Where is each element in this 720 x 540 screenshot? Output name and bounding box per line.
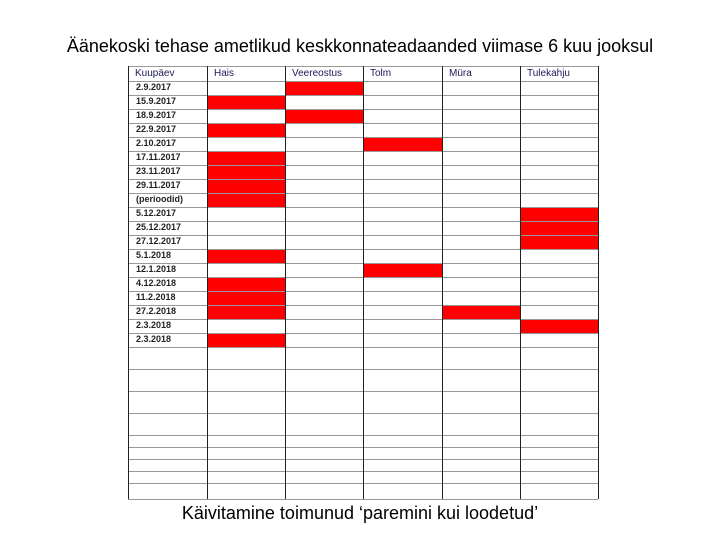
page-title: Äänekoski tehase ametlikud keskkonnateadaanded viimase 6 kuu jooksul bbox=[66, 36, 654, 56]
highlight-cell bbox=[520, 221, 598, 235]
row-date: 22.9.2017 bbox=[136, 124, 177, 134]
row-date bbox=[128, 413, 207, 435]
highlight-cell bbox=[207, 151, 285, 165]
row-date: 18.9.2017 bbox=[136, 110, 177, 120]
column-header: Tulekahju bbox=[527, 68, 570, 79]
row-date: 2.3.2018 bbox=[136, 320, 172, 330]
row-date: 5.12.2017 bbox=[136, 208, 177, 218]
highlight-cell bbox=[285, 81, 363, 95]
highlight-cell bbox=[520, 235, 598, 249]
column-header: Veereostus bbox=[292, 68, 343, 79]
row-date: 27.12.2017 bbox=[136, 236, 182, 246]
column-header: Tolm bbox=[370, 68, 392, 79]
row-date: 29.11.2017 bbox=[136, 180, 181, 190]
row-date bbox=[128, 483, 207, 499]
column-divider bbox=[363, 66, 364, 499]
highlight-cell bbox=[207, 193, 285, 207]
highlight-cell bbox=[207, 179, 285, 193]
highlight-cell bbox=[363, 137, 442, 151]
row-date bbox=[128, 471, 207, 483]
column-header: Kuupäev bbox=[135, 68, 175, 79]
notifications-table bbox=[128, 66, 598, 486]
row-date: 4.12.2018 bbox=[136, 278, 177, 288]
row-date bbox=[128, 459, 207, 471]
row-date: 2.3.2018 bbox=[136, 334, 172, 344]
highlight-cell bbox=[207, 249, 285, 263]
highlight-cell bbox=[207, 123, 285, 137]
row-date: 11.2.2018 bbox=[136, 292, 176, 302]
highlight-cell bbox=[207, 165, 285, 179]
column-divider bbox=[207, 66, 208, 499]
column-divider bbox=[128, 66, 129, 499]
column-divider bbox=[442, 66, 443, 499]
row-date: 25.12.2017 bbox=[136, 222, 182, 232]
row-date: 5.1.2018 bbox=[136, 250, 172, 260]
highlight-cell bbox=[207, 305, 285, 319]
row-date: 17.11.2017 bbox=[136, 152, 181, 162]
column-header: Hais bbox=[214, 68, 235, 79]
highlight-cell bbox=[442, 305, 520, 319]
highlight-cell bbox=[207, 95, 285, 109]
row-date: 23.11.2017 bbox=[136, 166, 181, 176]
row-date bbox=[128, 447, 207, 459]
row-date bbox=[128, 369, 207, 391]
row-date bbox=[128, 391, 207, 413]
row-divider bbox=[128, 499, 598, 500]
row-date: 12.1.2018 bbox=[136, 264, 177, 274]
row-date: 27.2.2018 bbox=[136, 306, 177, 316]
column-divider bbox=[598, 66, 599, 499]
row-date: 2.9.2017 bbox=[136, 82, 172, 92]
highlight-cell bbox=[285, 109, 363, 123]
caption: Käivitamine toimunud ‘paremini kui loodetud’ bbox=[181, 503, 539, 523]
highlight-cell bbox=[363, 263, 442, 277]
row-date bbox=[128, 347, 207, 369]
highlight-cell bbox=[207, 333, 285, 347]
column-divider bbox=[285, 66, 286, 499]
highlight-cell bbox=[207, 291, 285, 305]
highlight-cell bbox=[520, 207, 598, 221]
column-header: Müra bbox=[449, 68, 472, 79]
row-date: (perioodid) bbox=[136, 194, 183, 204]
column-divider bbox=[520, 66, 521, 499]
highlight-cell bbox=[207, 277, 285, 291]
highlight-cell bbox=[520, 319, 598, 333]
row-date: 15.9.2017 bbox=[136, 96, 177, 106]
row-date bbox=[128, 435, 207, 447]
row-date: 2.10.2017 bbox=[136, 138, 177, 148]
